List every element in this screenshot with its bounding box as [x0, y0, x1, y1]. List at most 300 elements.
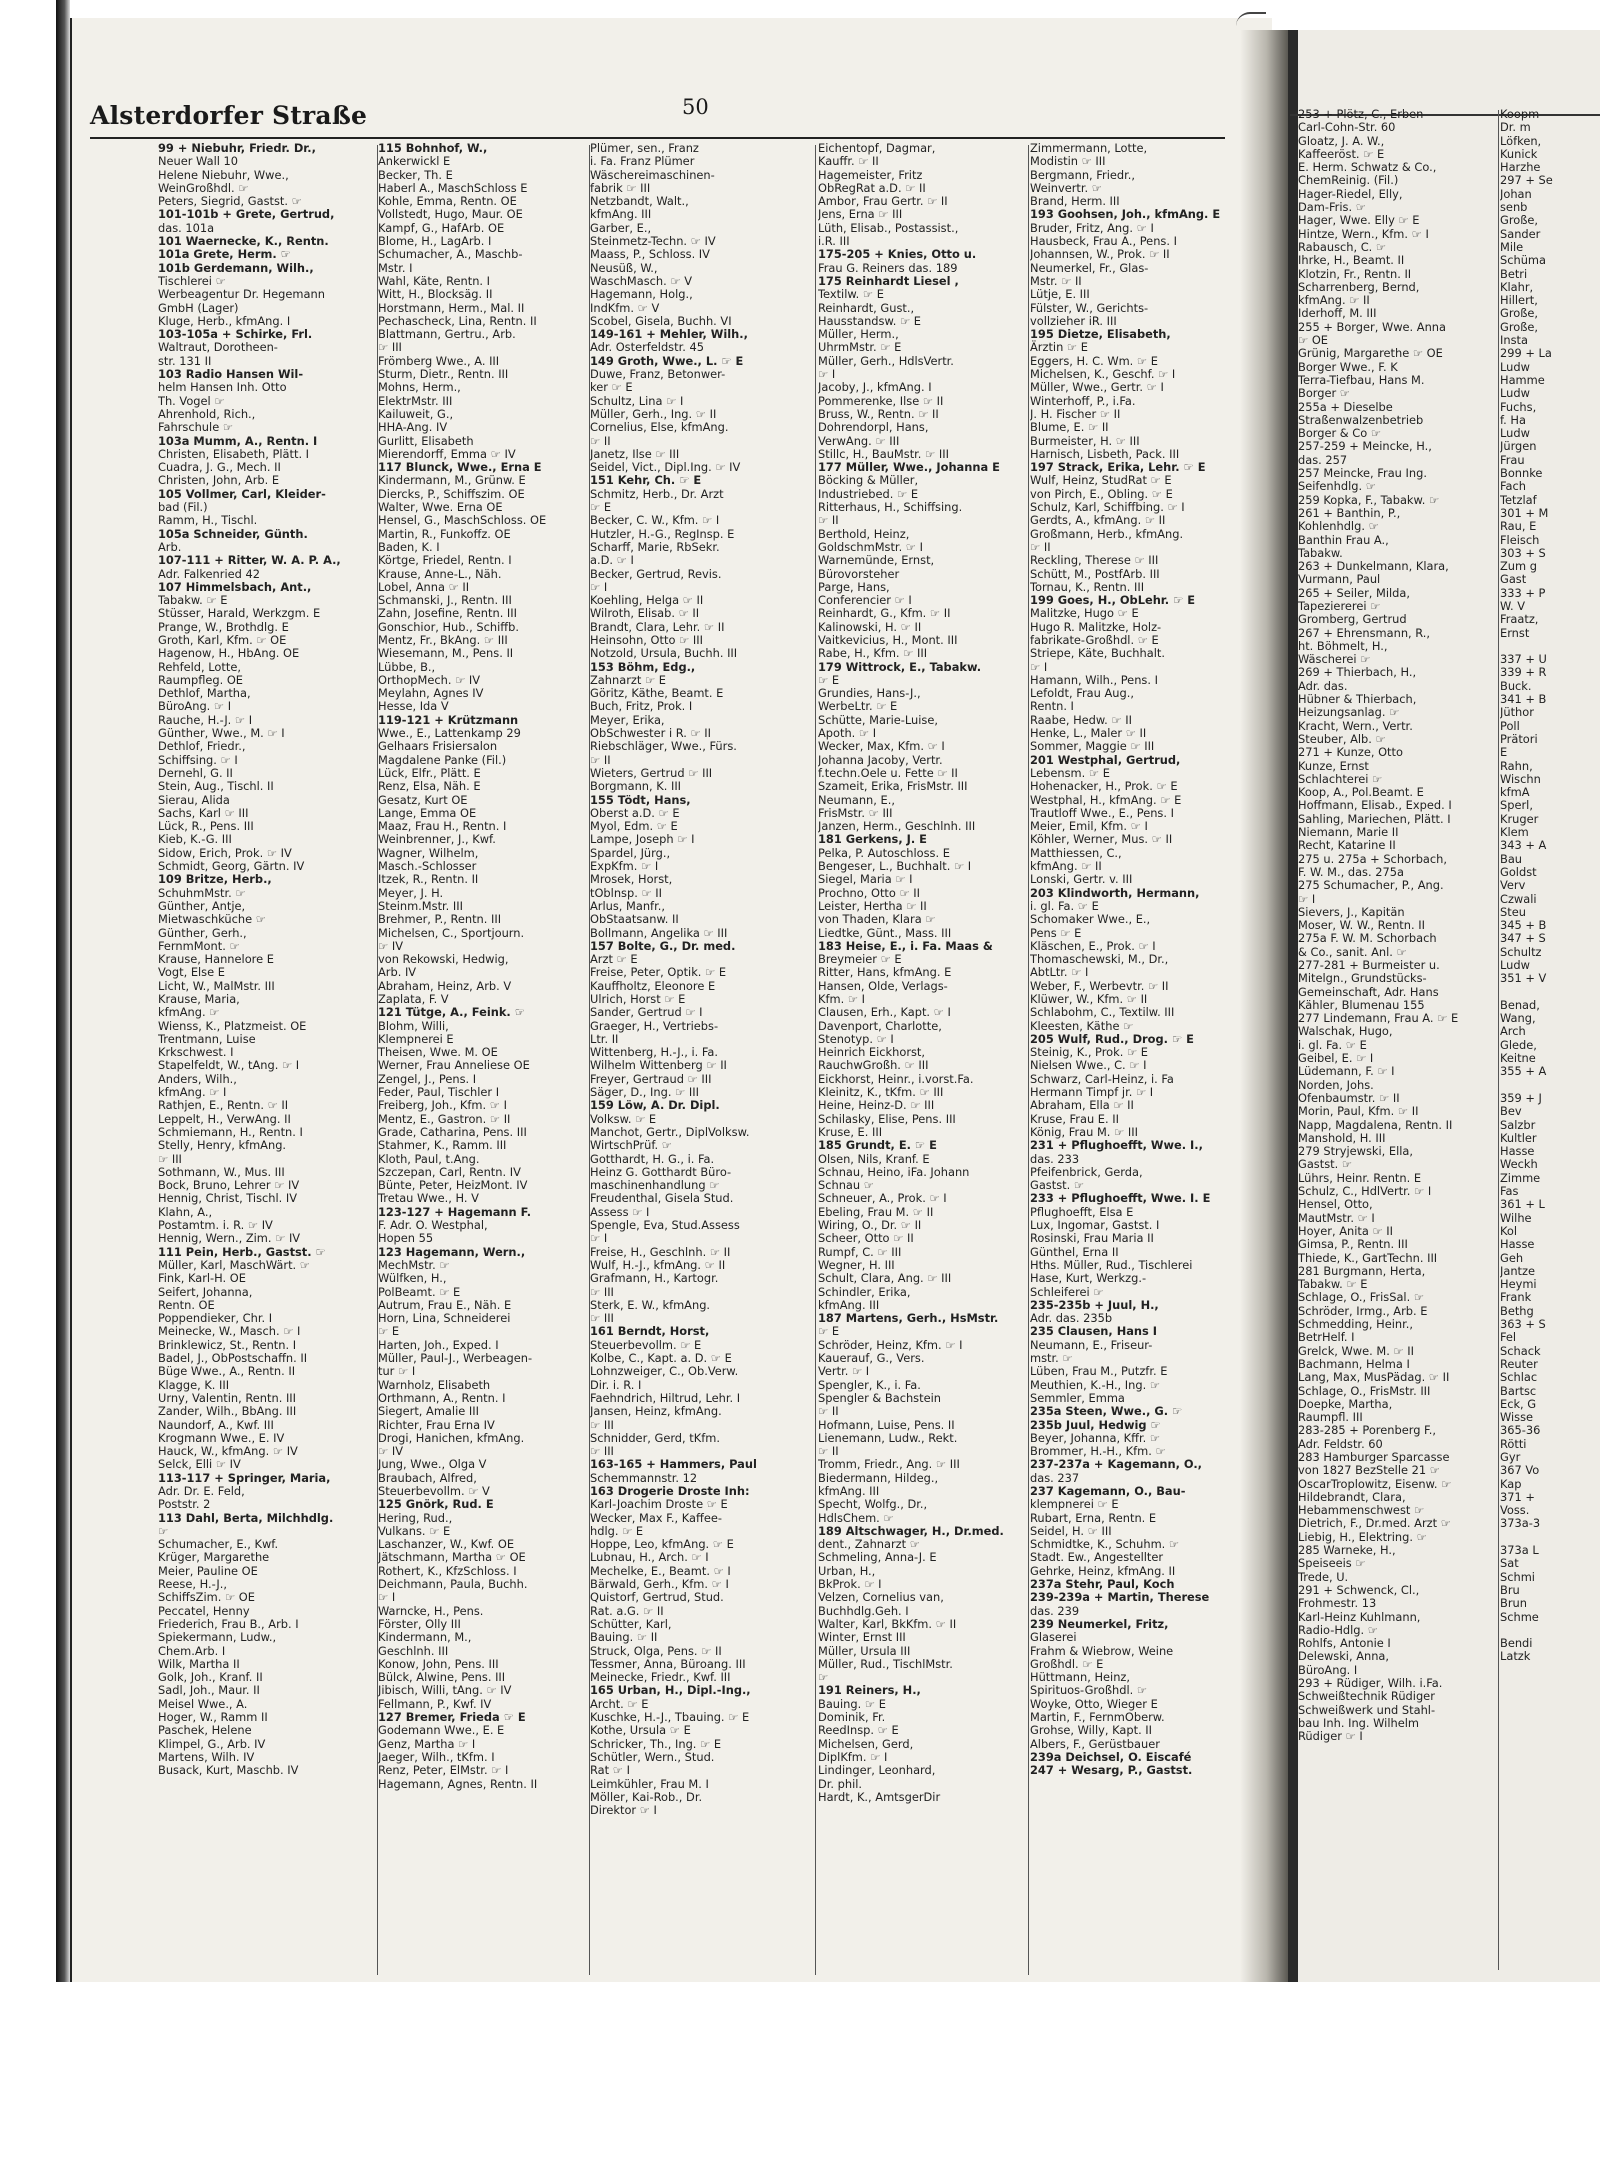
directory-entry-line: Industriebed. ☞ E	[818, 486, 919, 501]
directory-entry-line: Krogmann Wwe., E. IV	[158, 1430, 285, 1445]
directory-entry-line: Mietwaschküche ☞	[158, 912, 266, 927]
directory-entry-line: Hagemeister, Fritz	[818, 167, 923, 182]
directory-entry-line: Anders, Wilh.,	[158, 1071, 237, 1086]
directory-entry-line: 101b Gerdemann, Wilh.,	[158, 260, 314, 275]
directory-entry-line: Stenotyp. ☞ I	[818, 1031, 894, 1046]
directory-entry-line: Tapeziererei ☞	[1298, 598, 1381, 613]
directory-entry-line: BkProk. ☞ I	[818, 1577, 882, 1592]
directory-entry-line: Westphal, H., kfmAng. ☞ E	[1030, 792, 1182, 807]
directory-entry-line: 351 + V	[1500, 971, 1547, 986]
directory-entry-line: Myol, Edm. ☞ E	[590, 819, 678, 834]
directory-entry-line: Walschak, Hugo,	[1298, 1024, 1393, 1039]
directory-entry-line: Kleinitz, K., tKfm. ☞ III	[818, 1085, 944, 1100]
directory-entry-line: Graeger, H., Vertriebs-	[590, 1018, 719, 1033]
directory-entry-line: Rentn. OE	[158, 1297, 215, 1312]
directory-entry-line: Arzt ☞ E	[590, 952, 638, 967]
directory-entry-line: Peccatel, Henny	[158, 1603, 250, 1618]
directory-entry-line: Wienss, K., Platzmeist. OE	[158, 1018, 307, 1033]
directory-entry-line: 111 Pein, Herb., Gastst. ☞	[158, 1244, 326, 1259]
directory-entry-line: Dohrendorpl, Hans,	[818, 420, 929, 435]
directory-entry-line: Kruger	[1500, 811, 1539, 826]
directory-entry-line: Fas	[1500, 1184, 1519, 1199]
directory-entry-line: Duwe, Franz, Betonwer-	[590, 367, 726, 382]
directory-entry-line: Becker, C. W., Kfm. ☞ I	[590, 513, 720, 528]
directory-entry-line: 121 Tütge, A., Feink. ☞	[378, 1005, 525, 1020]
directory-entry-line: 239-239a + Martin, Therese	[1030, 1590, 1210, 1605]
directory-entry-line: 151 Kehr, Ch. ☞ E	[590, 473, 702, 488]
directory-entry-line: Rathjen, E., Rentn. ☞ II	[158, 1098, 289, 1113]
directory-entry-line: Biedermann, Hildeg.,	[818, 1470, 939, 1485]
directory-entry-line: Prange, W., Brothdlg. E	[158, 619, 289, 634]
directory-entry-line: 123 Hagemann, Wern.,	[378, 1244, 526, 1259]
directory-entry-line: 183 Heise, E., i. Fa. Maas &	[818, 938, 993, 953]
directory-entry-line: Wahl, Käte, Rentn. I	[378, 273, 491, 288]
directory-entry-line: Schult, Clara, Ang. ☞ III	[818, 1271, 952, 1286]
directory-entry-line: Große,	[1500, 319, 1539, 334]
directory-entry-line: Müller, Paul-J., Werbeagen-	[378, 1351, 533, 1366]
directory-entry-line: Hofmann, Luise, Pens. II	[818, 1417, 955, 1432]
directory-entry-line: 107 Himmelsbach, Ant.,	[158, 579, 312, 594]
directory-entry-line: Meyer, J. H.	[378, 885, 444, 900]
directory-entry-line: Beyer, Johanna, Kffr. ☞	[1030, 1430, 1161, 1445]
directory-entry-line: Szczepan, Carl, Rentn. IV	[378, 1164, 521, 1179]
directory-entry-line: helm Hansen Inh. Otto	[158, 380, 287, 395]
column-divider	[1498, 110, 1499, 1970]
directory-entry-line: 101a Grete, Herm. ☞	[158, 247, 291, 262]
directory-entry-line: Bünte, Peter, HeizMont. IV	[378, 1178, 528, 1193]
directory-entry-line: Müller, Ursula III	[818, 1643, 911, 1658]
directory-entry-line: Grelck, Wwe. M. ☞ II	[1298, 1343, 1414, 1358]
directory-entry-line: 255 + Borger, Wwe. Anna	[1298, 319, 1446, 334]
directory-entry-line: Gotthardt, H. G., i. Fa.	[590, 1151, 715, 1166]
directory-entry-line: 363 + S	[1500, 1317, 1546, 1332]
directory-entry-line: Krkschwest. I	[158, 1045, 234, 1060]
directory-entry-line: Schlabohm, C., Textilw. III	[1030, 1005, 1175, 1020]
directory-entry-line: Schütte, Marie-Luise,	[818, 712, 938, 727]
directory-entry-line: Steu	[1500, 904, 1526, 919]
directory-entry-line: 247 + Wesarg, P., Gastst.	[1030, 1763, 1193, 1778]
directory-entry-line: 177 Müller, Wwe., Johanna E	[818, 460, 1000, 475]
directory-entry-line: 161 Berndt, Horst,	[590, 1324, 710, 1339]
directory-entry-line: 125 Gnörk, Rud. E	[378, 1497, 494, 1512]
directory-entry-line: Neuer Wall 10	[158, 154, 239, 169]
directory-entry-line: Becker, Gertrud, Revis.	[590, 566, 722, 581]
directory-entry-line: Reckling, Therese ☞ III	[1030, 553, 1159, 568]
directory-entry-line: Leister, Hertha ☞ II	[818, 898, 927, 913]
directory-entry-line: Hamann, Wilh., Pens. I	[1030, 672, 1158, 687]
directory-entry-line: Matthiessen, C.,	[1030, 845, 1122, 860]
directory-entry-line: Schnau ☞	[818, 1178, 874, 1193]
directory-entry-line: Johanna Jacoby, Vertr.	[818, 752, 943, 767]
directory-entry-line: Zahn, Josefine, Rentn. III	[378, 606, 518, 621]
directory-entry-line: Niemann, Marie II	[1298, 825, 1399, 840]
directory-entry-line: Sierau, Alida	[158, 792, 230, 807]
directory-entry-line: Wilroth, Elisab. ☞ II	[590, 606, 700, 621]
directory-entry-line: Neumerkel, Fr., Glas-	[1030, 260, 1149, 275]
directory-entry-line: Keitne	[1500, 1051, 1536, 1066]
directory-entry-line: 163-165 + Hammers, Paul	[590, 1457, 757, 1472]
directory-entry-line: Günther, Gerh.,	[158, 925, 247, 940]
directory-entry-line: kfmA	[1500, 785, 1530, 800]
directory-entry-line: Netzbandt, Walt.,	[590, 194, 689, 209]
directory-entry-line: Quistorf, Gertrud, Stud.	[590, 1590, 724, 1605]
directory-entry-line: Maass, P., Schloss. IV	[590, 247, 710, 262]
directory-entry-line: BüroAng. ☞ I	[158, 699, 232, 714]
directory-entry-line: Bonnke	[1500, 466, 1543, 481]
directory-entry-line: Hoppe, Leo, kfmAng. ☞ E	[590, 1537, 734, 1552]
directory-entry-line: Krause, Hannelore E	[158, 952, 274, 967]
directory-entry-line: Breymeier ☞ E	[818, 952, 902, 967]
directory-entry-line: Neumann, E.,	[818, 792, 895, 807]
directory-entry-line: 373a L	[1500, 1543, 1539, 1558]
directory-entry-line: Müller, Wwe., Gertr. ☞ I	[1030, 380, 1164, 395]
directory-entry-line: Spardel, Jürg.,	[590, 845, 671, 860]
directory-entry-line: Arb.	[158, 539, 182, 554]
directory-entry-line: i. gl. Fa. ☞ E	[1298, 1037, 1367, 1052]
directory-entry-line: 201 Westphal, Gertrud,	[1030, 752, 1181, 767]
directory-entry-line: Carl-Cohn-Str. 60	[1298, 120, 1396, 135]
directory-entry-line: Leimkühler, Frau M. I	[590, 1776, 709, 1791]
directory-entry-line: Schwarz, Carl-Heinz, i. Fa	[1030, 1071, 1174, 1086]
directory-entry-line: Oberst a.D. ☞ E	[590, 805, 680, 820]
directory-entry-line: Ofenbaumstr. ☞ II	[1298, 1090, 1400, 1105]
directory-entry-line: Godemann Wwe., E. E	[378, 1723, 505, 1738]
book-gutter	[1240, 30, 1288, 1982]
directory-entry-line: Maaz, Frau H., Rentn. I	[378, 819, 507, 834]
directory-entry-line: 261 + Banthin, P.,	[1298, 505, 1401, 520]
directory-entry-line: Ulrich, Horst ☞ E	[590, 992, 686, 1006]
directory-entry-line: Wecker, Max F., Kaffee-	[590, 1510, 722, 1525]
directory-entry-line: Kähler, Blumenau 155	[1298, 997, 1425, 1012]
directory-entry-line: Witt, H., Blocksäg. II	[378, 287, 493, 302]
directory-entry-line: Cornelius, Else, kfmAng.	[590, 420, 729, 435]
directory-entry-line: Bauing. ☞ E	[818, 1696, 886, 1711]
directory-entry-line: Rumpf, C. ☞ III	[818, 1244, 902, 1259]
directory-entry-line: Müller, Gerh., HdlsVertr.	[818, 353, 954, 368]
directory-entry-line: Scheer, Otto ☞ II	[818, 1231, 914, 1246]
directory-entry-line: Kruse, Frau E. II	[1030, 1111, 1119, 1126]
directory-entry-line: vollzieher iR. III	[1030, 313, 1117, 328]
directory-entry-line: Vaitkevicius, H., Mont. III	[818, 632, 958, 647]
directory-entry-line: Wieters, Gertrud ☞ III	[590, 765, 713, 780]
directory-entry-line: 237a Stehr, Paul, Koch	[1030, 1577, 1175, 1592]
directory-entry-line: Walter, Wwe. Erna OE	[378, 500, 503, 515]
directory-entry-line: WeinGroßhdl. ☞	[158, 180, 249, 195]
directory-entry-line: ☞	[818, 1670, 829, 1685]
directory-entry-line: Klem	[1500, 825, 1529, 840]
directory-entry-line: Prätori	[1500, 731, 1538, 746]
directory-entry-line: ☞ E	[818, 672, 840, 687]
directory-entry-line: Theisen, Wwe. M. OE	[378, 1045, 498, 1060]
directory-entry-line: Löfken,	[1500, 133, 1542, 148]
directory-entry-line: Dernehl, G. II	[158, 765, 233, 780]
directory-entry-line: Säger, D., Ing. ☞ III	[590, 1085, 699, 1100]
directory-entry-line: Bachmann, Helma I	[1298, 1356, 1410, 1371]
directory-entry-line: Becker, Th. E	[378, 167, 453, 182]
directory-entry-line: Warnholz, Elisabeth	[378, 1377, 491, 1392]
directory-entry-line: Walter, Karl, BkKfm. ☞ II	[818, 1616, 957, 1631]
directory-entry-line: Winterhoff, P., i.Fa.	[1030, 393, 1136, 408]
directory-entry-line: Liedtke, Günt., Mass. III	[818, 925, 952, 940]
directory-entry-line: ☞ I	[590, 579, 608, 594]
directory-entry-line: Stelly, Henry, kfmAng.	[158, 1138, 287, 1153]
directory-entry-line: Manchot, Gertr., DiplVolksw.	[590, 1124, 750, 1139]
directory-entry-line: Günther, Antje,	[158, 898, 246, 913]
directory-entry-line: Hintze, Wern., Kfm. ☞ I	[1298, 226, 1429, 241]
directory-entry-line: Schmiemann, H., Rentn. I	[158, 1124, 303, 1139]
directory-entry-line: Großmann, Herb., kfmAng.	[1030, 526, 1184, 541]
directory-entry-line: PolBeamt. ☞ E	[378, 1284, 461, 1299]
street-title: Alsterdorfer Straße	[90, 101, 368, 130]
directory-entry-line: J. H. Fischer ☞ II	[1030, 406, 1121, 421]
directory-entry-line: Hagemann, Agnes, Rentn. II	[378, 1776, 538, 1791]
directory-entry-line: Lück, Elfr., Plätt. E	[378, 765, 481, 780]
directory-entry-line: Hensel, G., MaschSchloss. OE	[378, 513, 547, 528]
directory-entry-line: 109 Britze, Herb.,	[158, 872, 272, 887]
directory-entry-line: Krause, Maria,	[158, 992, 240, 1006]
directory-entry-line: Tessmer, Anna, Büroang. III	[590, 1656, 746, 1671]
directory-entry-line: ☞ E	[818, 1324, 840, 1339]
directory-entry-line: 337 + U	[1500, 652, 1547, 667]
directory-entry-line: Jibisch, Willi, tAng. ☞ IV	[378, 1683, 512, 1698]
directory-entry-line: Szameit, Erika, FrisMstr. III	[818, 779, 968, 794]
directory-entry-line: 165 Urban, H., Dipl.-Ing.,	[590, 1683, 751, 1698]
directory-entry-line: Hasse	[1500, 1144, 1535, 1159]
directory-entry-line: Hugo R. Malitzke, Holz-	[1030, 619, 1162, 634]
directory-entry-line: ☞ IV	[378, 938, 403, 953]
directory-entry-line: Haberl A., MaschSchloss E	[378, 180, 528, 195]
directory-entry-line: Stapelfeldt, W., tAng. ☞ I	[158, 1058, 300, 1073]
directory-entry-line: Straßenwalzenbetrieb	[1298, 412, 1424, 427]
page-corner-curl	[1236, 12, 1266, 38]
directory-entry-line: Gimsa, P., Rentn. III	[1298, 1237, 1408, 1252]
directory-entry-line: Mentz, E., Gastron. ☞ II	[378, 1111, 511, 1126]
directory-entry-line: ElektrMstr. III	[378, 393, 453, 408]
directory-entry-line: Wittenberg, H.-J., i. Fa.	[590, 1045, 718, 1060]
directory-entry-line: Blattmann, Gertru., Arb.	[378, 327, 516, 342]
directory-entry-line: Verv	[1500, 878, 1526, 893]
directory-entry-line: Hoyer, Anita ☞ II	[1298, 1223, 1394, 1238]
directory-entry-line: Krause, Anne-L., Näh.	[378, 566, 502, 581]
directory-entry-line: Grade, Catharina, Pens. III	[378, 1124, 527, 1139]
directory-entry-line: Schlac	[1500, 1370, 1538, 1385]
directory-entry-line: str. 131 II	[158, 353, 212, 368]
directory-entry-line: Heymi	[1500, 1277, 1537, 1292]
directory-entry-line: Sperl,	[1500, 798, 1533, 813]
directory-entry-line: Rau, E	[1500, 519, 1537, 534]
directory-entry-line: Neumann, E., Friseur-	[1030, 1337, 1153, 1352]
directory-entry-line: Berthold, Heinz,	[818, 526, 910, 541]
directory-entry-line: 127 Bremer, Frieda ☞ E	[378, 1710, 526, 1725]
directory-entry-line: Böcking & Müller,	[818, 473, 919, 488]
directory-entry-line: Michelsen, Gerd,	[818, 1736, 914, 1751]
directory-entry-line: Blume, E. ☞ II	[1030, 420, 1109, 435]
directory-entry-line: Hagenow, H., HbAng. OE	[158, 646, 300, 661]
directory-entry-line: Mentz, Fr., BkAng. ☞ III	[378, 632, 508, 647]
directory-entry-line: Brommer, H.-H., Kfm. ☞	[1030, 1444, 1166, 1459]
directory-entry-line: Banthin Frau A.,	[1298, 532, 1389, 547]
directory-entry-line: Schultz	[1500, 944, 1542, 959]
directory-entry-line: Abraham, Heinz, Arb. V	[378, 978, 512, 993]
directory-entry-line: Mile	[1500, 239, 1524, 254]
directory-entry-line: Kindermann, M.,	[378, 1630, 472, 1645]
directory-entry-line: 99 + Niebuhr, Friedr. Dr.,	[158, 142, 316, 155]
directory-entry-line: Hennig, Wern., Zim. ☞ IV	[158, 1231, 301, 1246]
directory-entry-line: 231 + Pflughoefft, Wwe. I.,	[1030, 1138, 1203, 1153]
directory-entry-line: Michelsen, K., Geschf. ☞ I	[1030, 367, 1176, 382]
directory-entry-line: Licht, W., MalMstr. III	[158, 978, 275, 993]
directory-entry-line: Kampf, G., HafArb. OE	[378, 220, 505, 235]
directory-entry-line: ker ☞ E	[590, 380, 633, 395]
directory-entry-line: F. W. M., das. 275a	[1298, 864, 1404, 879]
directory-entry-line: Gehrke, Heinz, kfmAng. II	[1030, 1563, 1176, 1578]
directory-entry-line: Wilk, Martha II	[158, 1656, 240, 1671]
directory-entry-line: Wischn	[1500, 771, 1541, 786]
directory-entry-line: Schumacher, E., Kwf.	[158, 1537, 279, 1552]
directory-entry-line: Meisel Wwe., A.	[158, 1696, 248, 1711]
directory-entry-line: Göritz, Käthe, Beamt. E	[590, 686, 724, 701]
directory-entry-line: Kracht, Wern., Vertr.	[1298, 718, 1413, 733]
directory-entry-line: 235-235b + Juul, H.,	[1030, 1297, 1159, 1312]
directory-entry-line: Hths. Müller, Rud., Tischlerei	[1030, 1257, 1193, 1272]
directory-entry-line: Eickhorst, Heinr., i.vorst.Fa.	[818, 1071, 974, 1086]
directory-entry-line: Rauche, H.-J. ☞ I	[158, 712, 253, 727]
directory-entry-line: Mierendorff, Emma ☞ IV	[378, 446, 516, 461]
directory-entry-line: Frömberg Wwe., A. III	[378, 353, 500, 368]
directory-entry-line: Wecker, Max, Kfm. ☞ I	[818, 739, 945, 754]
directory-entry-line: Olsen, Nils, Kranf. E	[818, 1151, 930, 1166]
directory-entry-line: Dethlof, Martha,	[158, 686, 251, 701]
directory-entry-line: Bollmann, Angelika ☞ III	[590, 925, 728, 940]
directory-entry-line: Schack	[1500, 1343, 1541, 1358]
directory-entry-line: Schilasky, Elise, Pens. III	[818, 1111, 956, 1126]
column-divider	[815, 145, 816, 1975]
directory-entry-line: HdlsChem. ☞	[818, 1510, 894, 1525]
directory-entry-line: 105 Vollmer, Carl, Kleider-	[158, 486, 326, 501]
directory-entry-line: Brehmer, P., Rentn. III	[378, 912, 502, 927]
directory-entry-line: Tabakw. ☞ E	[158, 593, 228, 608]
directory-entry-line: i.R. III	[818, 234, 850, 249]
directory-entry-line: Moser, W. W., Rentn. II	[1298, 918, 1425, 933]
directory-entry-line: Martens, Wilh. IV	[158, 1749, 255, 1764]
directory-entry-line: Klotzin, Fr., Rentn. II	[1298, 266, 1412, 281]
directory-entry-line: 373a-3	[1500, 1516, 1541, 1531]
directory-entry-line: kfmAng. III	[818, 1297, 880, 1312]
directory-entry-line: Textilw. ☞ E	[818, 287, 884, 302]
directory-entry-line: Laschanzer, W., Kwf. OE	[378, 1537, 515, 1552]
directory-entry-line: Hamme	[1500, 372, 1545, 387]
directory-entry-line: Notzold, Ursula, Buchh. III	[590, 646, 738, 661]
directory-entry-line: 267 + Ehrensmann, R.,	[1298, 625, 1431, 640]
directory-entry-line: Weber, F., Werbevtr. ☞ II	[1030, 978, 1169, 993]
directory-entry-line: Itzek, R., Rentn. II	[378, 872, 479, 887]
directory-entry-line: i. Fa. Franz Plümer	[590, 154, 695, 169]
directory-column-3	[590, 142, 808, 1817]
directory-entry-line: Förster, Olly III	[378, 1616, 461, 1631]
directory-entry-line: 149-161 + Mehler, Wilh.,	[590, 327, 748, 342]
directory-entry-line: Lonski, Gertr. v. III	[1030, 872, 1133, 887]
directory-entry-line	[1500, 1624, 1600, 1637]
directory-entry-line: & Co., sanit. Anl. ☞	[1298, 944, 1407, 959]
directory-entry-line: Heine, Heinz-D. ☞ III	[818, 1098, 935, 1113]
directory-entry-line: Magdalene Panke (Fil.)	[378, 752, 507, 767]
directory-entry-line: FrisMstr. ☞ III	[818, 805, 893, 820]
directory-entry-line: 197 Strack, Erika, Lehr. ☞ E	[1030, 460, 1206, 475]
directory-entry-line: ☞ I	[1030, 659, 1048, 674]
directory-entry-line: Prochno, Otto ☞ II	[818, 885, 921, 900]
directory-entry-line: 113-117 + Springer, Maria,	[158, 1470, 331, 1485]
directory-entry-line: Steuerbevollm. ☞ V	[378, 1483, 490, 1498]
directory-entry-line: Heinsohn, Otto ☞ III	[590, 632, 703, 647]
directory-entry-line: SchuhmMstr. ☞	[158, 885, 246, 900]
directory-entry-line: 101 Waernecke, K., Rentn.	[158, 234, 329, 249]
directory-entry-line: Fahrschule ☞	[158, 420, 234, 435]
directory-entry-line: Ahrenhold, Rich.,	[158, 406, 256, 421]
directory-entry-line: 271 + Kunze, Otto	[1298, 745, 1403, 760]
directory-entry-line: Klempnerei E	[378, 1031, 454, 1046]
directory-column-4	[818, 142, 1028, 1804]
directory-entry-line: Plümer, sen., Franz	[590, 142, 699, 155]
directory-entry-line: Bau	[1500, 851, 1523, 866]
directory-entry-line: OscarTroplowitz, Eisenw. ☞	[1298, 1476, 1452, 1491]
directory-entry-line: Kalinowski, H. ☞ II	[818, 619, 922, 634]
directory-entry-line: Schmitz, Herb., Dr. Arzt	[590, 486, 724, 501]
directory-entry-line: Rat ☞ I	[590, 1763, 630, 1778]
directory-entry-line: Frau	[1500, 452, 1525, 467]
directory-entry-line: Klagge, K. III	[158, 1377, 230, 1392]
directory-entry-line: Pechascheck, Lina, Rentn. II	[378, 313, 537, 328]
directory-entry-line: Dominik, Fr.	[818, 1710, 886, 1725]
directory-entry-line: Gesatz, Kurt OE	[378, 792, 468, 807]
directory-entry-line: Kothe, Ursula ☞ E	[590, 1723, 691, 1738]
directory-column-5	[1030, 142, 1238, 1778]
directory-entry-line: ☞ II	[818, 1404, 839, 1419]
directory-entry-line: Schlage, O., FrisSal. ☞	[1298, 1290, 1425, 1305]
directory-entry-line: Hase, Kurt, Werkzg.-	[1030, 1271, 1147, 1286]
directory-entry-line: 235b Juul, Hedwig ☞	[1030, 1417, 1161, 1432]
directory-entry-line: 101-101b + Grete, Gertrud,	[158, 207, 335, 222]
directory-entry-line: Geibel, E. ☞ I	[1298, 1051, 1374, 1066]
directory-entry-line: ☞ III	[590, 1311, 614, 1326]
directory-entry-line: Kailuweit, G.,	[378, 406, 454, 421]
directory-entry-line: kfmAng. ☞ II	[1030, 859, 1102, 874]
directory-entry-line: ☞ III	[590, 1417, 614, 1432]
directory-entry-line: Heinrich Eickhorst,	[818, 1045, 926, 1060]
directory-entry-line: Hoffmann, Elisab., Exped. I	[1298, 798, 1452, 813]
directory-entry-line: Freudenthal, Gisela Stud.	[590, 1191, 734, 1206]
directory-entry-line: f. Ha	[1500, 412, 1526, 427]
directory-entry-line: 115 Bohnhof, W.,	[378, 142, 488, 155]
directory-entry-line: Grünig, Margarethe ☞ OE	[1298, 346, 1443, 361]
directory-entry-line: Wagner, Wilhelm,	[378, 845, 479, 860]
directory-entry-line: Doepke, Martha,	[1298, 1396, 1393, 1411]
directory-entry-line: Wäschereimaschinen-	[590, 167, 715, 182]
directory-entry-line: ReedInsp. ☞ E	[818, 1723, 899, 1738]
directory-entry-line: Dam-Fris. ☞	[1298, 200, 1366, 215]
directory-entry-line: Stillc, H., BauMstr. ☞ III	[818, 446, 949, 461]
directory-entry-line: Thiede, K., GartTechn. III	[1298, 1250, 1438, 1265]
directory-entry-line: Kfm. ☞ I	[818, 992, 866, 1006]
directory-entry-line: Goldst	[1500, 864, 1537, 879]
directory-entry-line: 277-281 + Burmeister u.	[1298, 958, 1440, 972]
directory-entry-line: Trentmann, Luise	[158, 1031, 256, 1046]
directory-entry-line: Freise, Peter, Optik. ☞ E	[590, 965, 727, 980]
directory-entry-line: Zander, Wilh., BbAng. III	[158, 1404, 297, 1419]
directory-entry-line: ObSchwester i R. ☞ II	[590, 726, 712, 741]
directory-entry-line: Bengeser, L., Buchhalt. ☞ I	[818, 859, 972, 874]
directory-entry-line: Kultler	[1500, 1130, 1537, 1145]
directory-entry-line: Gast	[1500, 572, 1527, 587]
